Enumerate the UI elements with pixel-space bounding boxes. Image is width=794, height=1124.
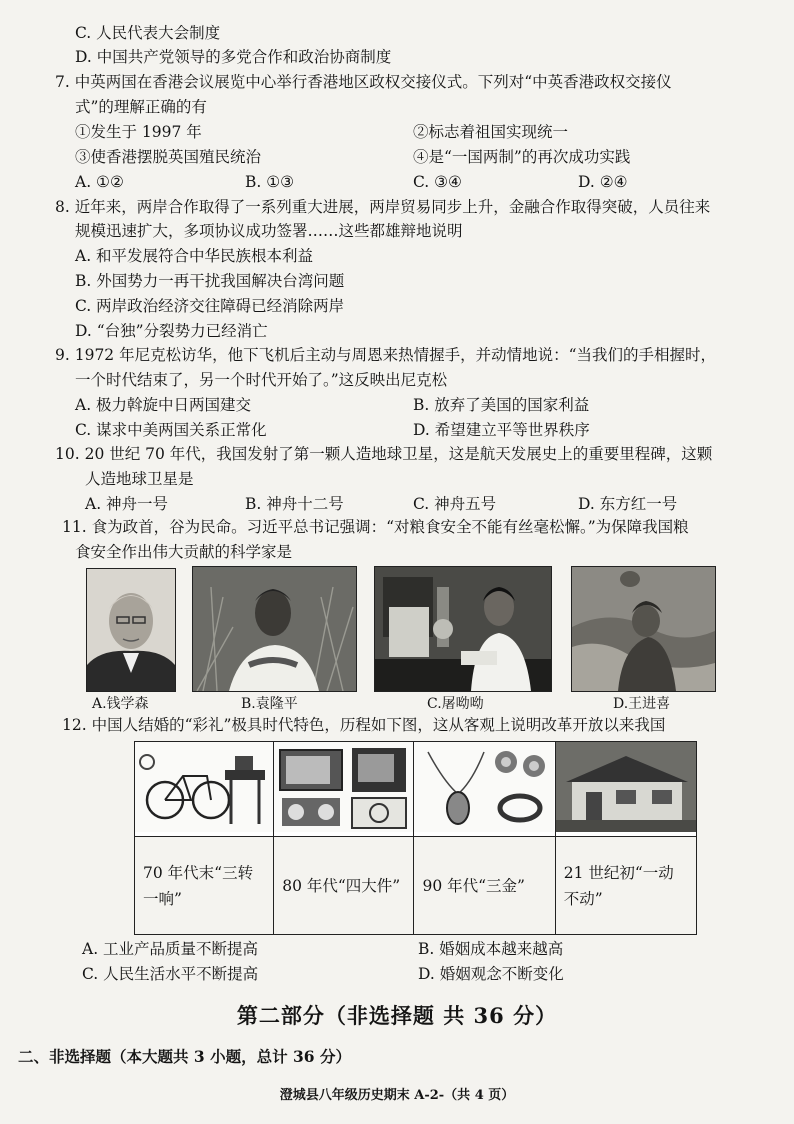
q7-option-d: D. ②④: [578, 173, 628, 191]
tu-youyou-photo: [374, 566, 552, 692]
gift-1990s-cell: 90 年代“三金”: [414, 837, 555, 935]
q10-option-b: B. 神舟十二号: [245, 495, 344, 513]
q9-option-c: C. 谋求中美两国关系正常化: [75, 421, 267, 439]
q10-stem-line2: 人造地球卫星是: [85, 470, 194, 488]
q8-option-a: A. 和平发展符合中华民族根本利益: [75, 247, 314, 265]
q9-option-d: D. 希望建立平等世界秩序: [413, 421, 590, 439]
three-golds-image: [414, 742, 555, 837]
q7-stem-line2: 式”的理解正确的有: [75, 98, 207, 116]
section-two-title: 二、非选择题（本大题共 3 小题，总计 36 分）: [18, 1047, 351, 1066]
q7-statement-4: ④是“一国两制”的再次成功实践: [413, 148, 631, 166]
q7-statement-3: ③使香港摆脱英国殖民统治: [75, 148, 262, 166]
q11-option-b: B.袁隆平: [241, 696, 298, 712]
q7-option-b: B. ①③: [245, 173, 295, 191]
q11-option-a: A.钱学森: [92, 696, 149, 712]
q7-stem-line1: 7. 中英两国在香港会议展览中心举行香港地区政权交接仪式。下列对“中英香港政权交接仪: [55, 73, 672, 91]
q10-stem-line1: 10. 20 世纪 70 年代，我国发射了第一颗人造地球卫星，这是航天发展史上的重要里程碑，这颗: [55, 445, 713, 463]
gift-2000s-cell: 21 世纪初“一动不动”: [555, 837, 696, 935]
yuan-longping-photo: [192, 566, 357, 692]
page-footer: 澄城县八年级历史期末 A-2-（共 4 页）: [279, 1088, 515, 1103]
q11-stem-line1: 11. 食为政首，谷为民命。习近平总书记强调：“对粮食安全不能有丝毫松懈。”为保障我国粮: [62, 518, 689, 536]
q10-option-d: D. 东方红一号: [578, 495, 678, 513]
q8-option-d: D. “台独”分裂势力已经消亡: [75, 322, 268, 340]
four-major-items-image: [274, 742, 414, 837]
q11-stem-line2: 食安全作出伟大贡献的科学家是: [75, 543, 293, 561]
q12-option-c: C. 人民生活水平不断提高: [82, 965, 259, 983]
part-two-heading: 第二部分（非选择题 共 36 分）: [236, 1003, 558, 1028]
q10-option-a: A. 神舟一号: [85, 495, 169, 513]
prev-option-d: D. 中国共产党领导的多党合作和政治协商制度: [75, 48, 392, 66]
q8-option-c: C. 两岸政治经济交往障碍已经消除两岸: [75, 297, 345, 315]
bride-price-table: [134, 741, 697, 935]
q8-option-b: B. 外国势力一再干扰我国解决台湾问题: [75, 272, 345, 290]
q11-option-d: D.王进喜: [613, 696, 671, 712]
q9-option-b: B. 放弃了美国的国家利益: [413, 396, 590, 414]
q9-stem-line1: 9. 1972 年尼克松访华，他下飞机后主动与周恩来热情握手，并动情地说：“当我们的手相握时，: [55, 346, 717, 364]
q8-stem-line2: 规模迅速扩大，多项协议成功签署……这些都雄辩地说明: [75, 222, 463, 240]
gift-1980s-cell: 80 年代“四大件”: [274, 837, 414, 935]
house-and-car-image: [555, 742, 696, 837]
q12-stem: 12. 中国人结婚的“彩礼”极具时代特色，历程如下图，这从客观上说明改革开放以来我国: [62, 716, 666, 734]
three-turns-one-ring-image: [135, 742, 274, 837]
q12-option-d: D. 婚姻观念不断变化: [418, 965, 564, 983]
q9-option-a: A. 极力斡旋中日两国建交: [75, 396, 252, 414]
q9-stem-line2: 一个时代结束了，另一个时代开始了。”这反映出尼克松: [75, 371, 448, 389]
q11-option-c: C.屠呦呦: [427, 696, 484, 712]
gift-1970s-cell: 70 年代末“三转一响”: [135, 837, 274, 935]
q7-option-c: C. ③④: [413, 173, 462, 191]
qian-xuesen-photo: [86, 568, 176, 692]
q7-option-a: A. ①②: [75, 173, 124, 191]
q7-statement-1: ①发生于 1997 年: [75, 123, 202, 141]
q12-option-a: A. 工业产品质量不断提高: [82, 940, 259, 958]
q12-option-b: B. 婚姻成本越来越高: [418, 940, 564, 958]
prev-option-c: C. 人民代表大会制度: [75, 24, 221, 42]
wang-jinxi-photo: [571, 566, 716, 692]
q7-statement-2: ②标志着祖国实现统一: [413, 123, 569, 141]
q10-option-c: C. 神舟五号: [413, 495, 497, 513]
q8-stem-line1: 8. 近年来，两岸合作取得了一系列重大进展，两岸贸易同步上升，金融合作取得突破，人员往来: [55, 198, 711, 216]
